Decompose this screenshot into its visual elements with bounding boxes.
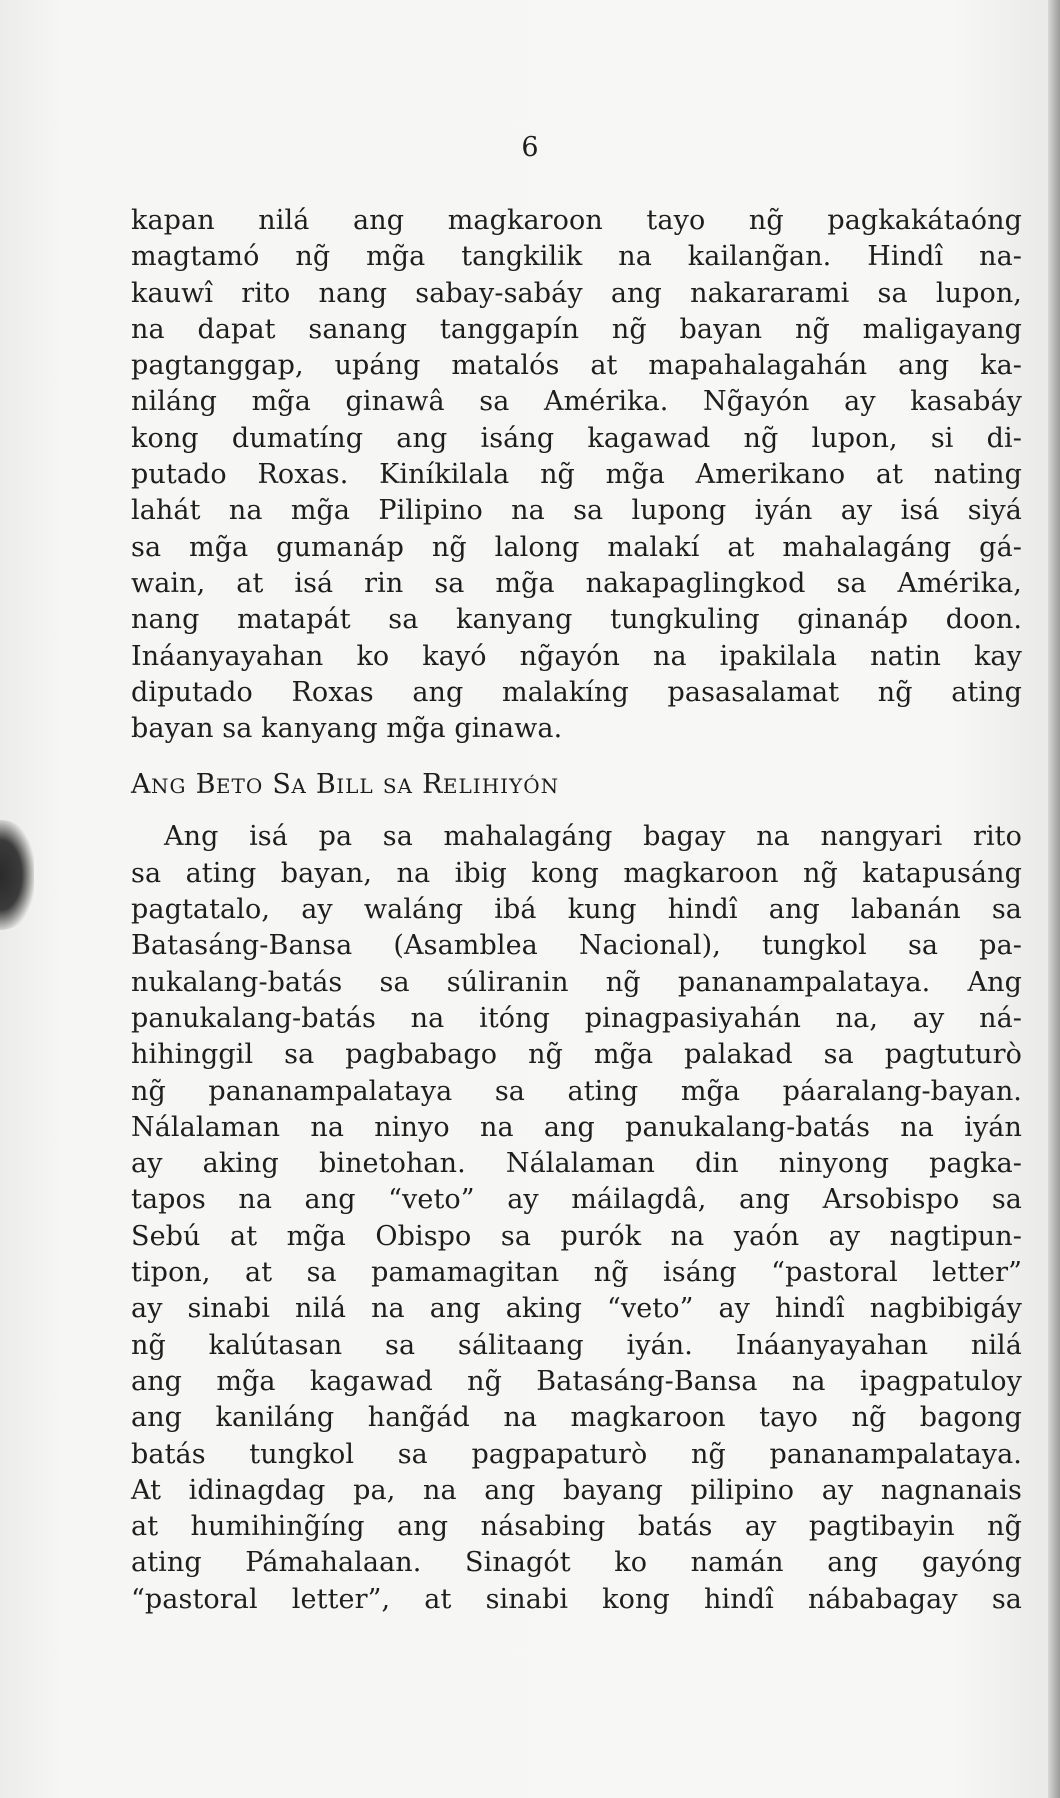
paragraph-continuation (131, 203, 1022, 747)
text-line: Ang isá pa sa mahalagáng bagay na nangyari rito (164, 821, 1022, 853)
text-line: ang kaniláng hang̃ád na magkaroon tayo ng̃ bagong (131, 1402, 1022, 1434)
text-line: At idinagdag pa, na ang bayang pilipino ay nagnanais (131, 1474, 1022, 1506)
text-line: na dapat sanang tanggapín ng̃ bayan ng̃ maligayang (131, 313, 1022, 345)
text-line: tapos na ang “veto” ay máilagdâ, ang Arsobispo sa (131, 1184, 1022, 1216)
section-heading (131, 757, 1022, 813)
text-line: kauwî rito nang sabay-sabáy ang nakararami sa lupon, (131, 277, 1022, 309)
text-line: sa mg̃a gumanáp ng̃ lalong malakí at mahalagáng gá- (131, 531, 1022, 563)
text-line: Ináanyayahan ko kayó ng̃ayón na ipakilala natin kay (131, 640, 1022, 672)
text-line: at humihing̃íng ang násabing batás ay pagtibayin ng̃ (131, 1511, 1022, 1543)
text-line: kapan nilá ang magkaroon tayo ng̃ pagkakátaóng (131, 205, 1022, 236)
page-number: 6 (521, 132, 539, 163)
text-line: ating Pámahalaan. Sinagót ko namán ang gayóng (131, 1547, 1022, 1579)
text-line: panukalang-batás na itóng pinagpasiyahán na, ay ná- (131, 1002, 1022, 1034)
page-edge-shadow (1048, 0, 1060, 1798)
text-line: batás tungkol sa pagpapaturò ng̃ pananampalataya. (131, 1438, 1022, 1470)
thumb-shadow (0, 820, 34, 930)
text-line: Sebú at mg̃a Obispo sa purók na yaón ay nagtipun- (131, 1220, 1022, 1252)
heading-word: SA (272, 769, 307, 801)
heading-word: BILL (315, 769, 374, 801)
text-line: hihinggil sa pagbabago ng̃ mg̃a palakad sa pagtuturò (131, 1039, 1022, 1071)
text-line: ng̃ pananampalataya sa ating mg̃a páaralang-bayan. (131, 1075, 1022, 1107)
text-line: pagtanggap, upáng matalós at mapahalagahán ang ka- (131, 350, 1022, 382)
text-line: pagtatalo, ay waláng ibá kung hindî ang labanán sa (131, 894, 1022, 926)
text-line: niláng mg̃a ginawâ sa Amérika. Ng̃ayón ay kasabáy (131, 386, 1022, 418)
text-line: bayan sa kanyang mg̃a ginawa. (131, 713, 563, 745)
text-line: ng̃ kalútasan sa sálitaang iyán. Ináanyayahan nilá (131, 1329, 1022, 1361)
text-line: diputado Roxas ang malakíng pasasalamat ng̃ ating (131, 676, 1022, 708)
text-block (131, 203, 1022, 1618)
text-line: sa ating bayan, na ibig kong magkaroon ng̃ katapusáng (131, 857, 1022, 889)
text-line: ay aking binetohan. Nálalaman din ninyong pagka- (131, 1148, 1022, 1180)
text-line: ay sinabi nilá na ang aking “veto” ay hindî nagbibigáy (131, 1293, 1022, 1325)
text-line: wain, at isá rin sa mg̃a nakapaglingkod sa Amérika, (131, 567, 1022, 599)
text-line: magtamó ng̃ mg̃a tangkilik na kailang̃an. Hindî na- (131, 241, 1022, 273)
paragraph-veto (131, 819, 1022, 1618)
text-line: lahát na mg̃a Pilipino na sa lupong iyán ay isá siyá (131, 495, 1022, 527)
text-line: Nálalaman na ninyo na ang panukalang-batás na iyán (131, 1111, 1022, 1143)
text-line: nukalang-batás sa súliranin ng̃ pananampalataya. Ang (131, 966, 1022, 998)
text-line: tipon, at sa pamamagitan ng̃ isáng “pastoral letter” (131, 1257, 1022, 1289)
heading-word: ANG (131, 769, 187, 801)
heading-word: BETO (195, 769, 264, 801)
heading-word: RELIHIYÓN (422, 769, 560, 801)
heading-word: SA (382, 774, 413, 799)
text-line: kong dumatíng ang isáng kagawad ng̃ lupon, si di- (131, 422, 1022, 454)
text-line: putado Roxas. Kiníkilala ng̃ mg̃a Amerikano at nating (131, 459, 1022, 491)
text-line: “pastoral letter”, at sinabi kong hindî nábabagay sa (131, 1583, 1022, 1615)
text-line: nang matapát sa kanyang tungkuling ginanáp doon. (131, 604, 1022, 636)
text-line: ang mg̃a kagawad ng̃ Batasáng-Bansa na ipagpatuloy (131, 1365, 1022, 1397)
text-line: Batasáng-Bansa (Asamblea Nacional), tungkol sa pa- (131, 930, 1022, 962)
